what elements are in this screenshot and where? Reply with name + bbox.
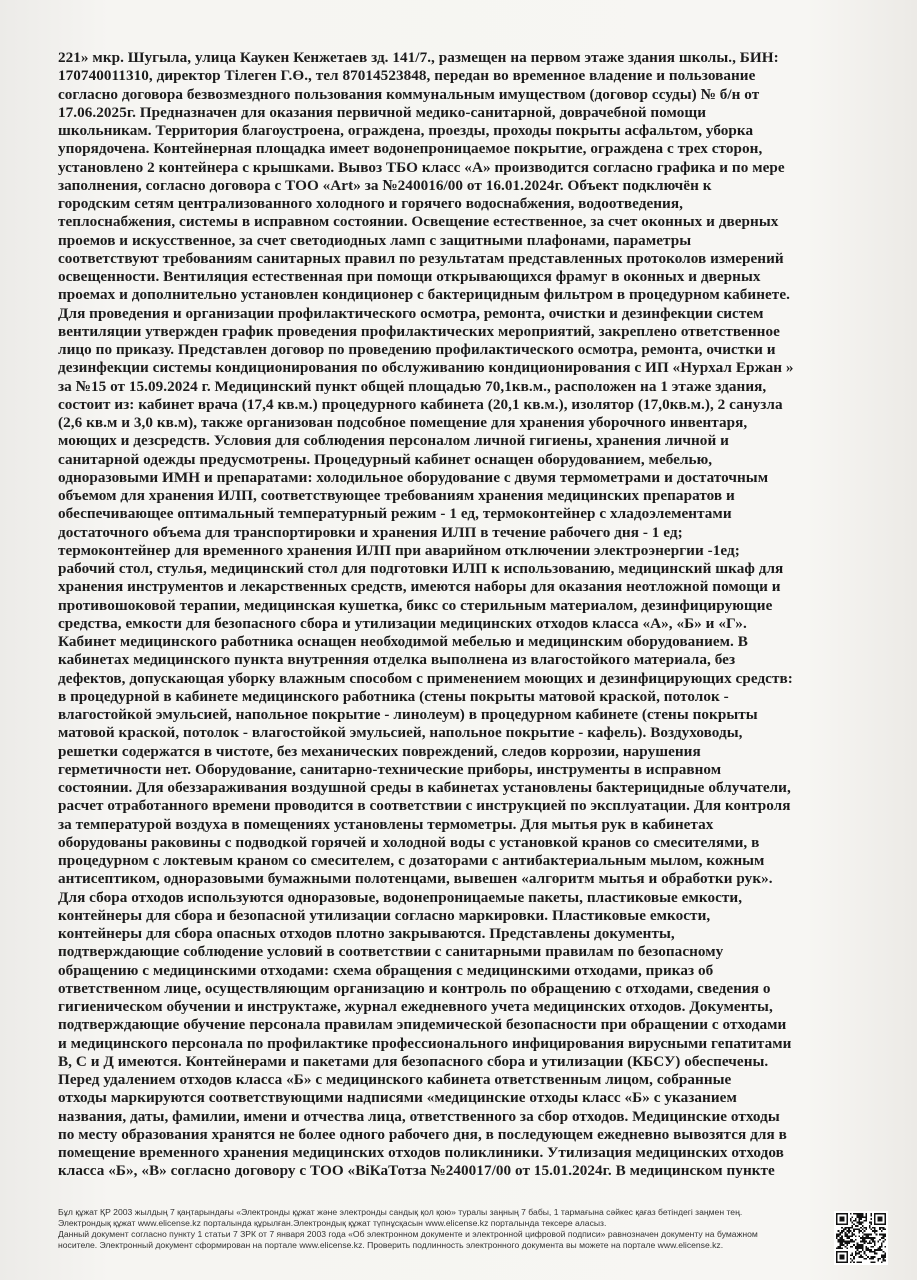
text-line: матовой краской, потолок - влагостойкой эмульсией, напольное покрытие - кафель). Воздуховоды, (58, 724, 743, 742)
text-line: объемом для хранения ИЛП, соответствующее требованиям хранения медицинских препаратов и (58, 487, 735, 504)
text-line: контейнеры для сбора и безопасной утилизации согласно маркировки. Пластиковые емкости, (58, 906, 711, 924)
text-line: класса «Б», «В» согласно договору с ТОО «ВіКаТотза №240017/00 от 15.01.2024г. В медицинском пункте (58, 1162, 775, 1180)
footer-line: носителе. Электронный документ сформирован на портале www.elicense.kz. Проверить подлинность электронного документа вы можете на портале www.elicense.kz. (58, 1240, 724, 1250)
text-line: 170740011310, директор Тілеген Г.Ө., тел 87014523848, передан во временное владение и пользование (58, 67, 756, 85)
text-line: средства, емкости для безопасного сбора и утилизации медицинских отходов класса «А», «Б» и «Г». (58, 614, 747, 632)
text-line: вентиляции утвержден график проведения профилактических мероприятий, закреплено ответственное (58, 322, 780, 340)
text-line: освещенности. Вентиляция естественная при помощи открывающихся фрамуг в оконных и дверных (58, 268, 761, 285)
text-line: в процедурной в кабинете медицинского работника (стены покрыты матовой краской, потолок - (58, 687, 729, 705)
text-line: за №15 от 15.09.2024 г. Медицинский пункт общей площадью 70,1кв.м., расположен на 1 этаже здания, (58, 377, 767, 395)
text-line: за температурой воздуха в помещениях установлены термометры. Для мытья рук в кабинетах (58, 815, 714, 833)
text-line: проемах и дополнительно установлен кондиционер с бактерицидным фильтром в процедурном кабинете. (58, 286, 790, 304)
text-line: одноразовыми ИМН и препаратами: холодильное оборудование с двумя термометрами и достаточным (58, 468, 769, 486)
text-line: 221» мкр. Шугыла, улица Каукен Кенжетаев зд. 141/7., размещен на первом этаже здания школы., БИН: (58, 49, 779, 66)
text-line: дезинфекции системы кондиционирования по обслуживанию кондиционирования с ИП «Нурхал Ержан » (58, 359, 794, 377)
text-line: подтверждающие соблюдение условий в соответствии с санитарными правилам по безопасному (58, 943, 724, 961)
text-line: антисептиком, одноразовыми бумажными полотенцами, вывешен «алгоритм мытья и обработки рук». (58, 870, 773, 888)
text-line: по месту образования хранятся не более одного рабочего дня, в последующем ежедневно вывозятся для в (58, 1125, 787, 1143)
text-line: санитарной одежды предусмотрены. Процедурный кабинет оснащен оборудованием, мебелью, (58, 450, 713, 468)
text-line: достаточного объема для транспортировки и хранения ИЛП в течение рабочего дня - 1 ед; (58, 523, 683, 541)
text-line: проемов и искусственное, за счет светодиодных ламп с защитными плафонами, параметры (58, 231, 692, 249)
text-line: (2,6 кв.м и 3,0 кв.м), также организован подсобное помещение для хранения уборочного инвентаря, (58, 414, 748, 431)
text-line: моющих и дезсредств. Условия для соблюдения персоналом личной гигиены, хранения личной и (58, 432, 729, 450)
text-line: согласно договора безвозмездного пользования коммунальным имуществом (договор ссуды) № б/н от (58, 85, 760, 103)
text-line: соответствуют требованиям санитарных правил по результатам представленных протоколов измерений (58, 249, 784, 267)
text-line: Кабинет медицинского работника оснащен необходимой мебелью и медицинским оборудованием. В (58, 633, 748, 650)
text-line: процедурном с локтевым краном со смесителем, с дозаторами с антибактериальным мылом, кожным (58, 852, 765, 869)
footer-line: Данный документ согласно пункту 1 статьи 7 ЗРК от 7 января 2003 года «Об электронном документе и электронной цифровой подписи» равнозначен документу на бумажном (58, 1229, 758, 1239)
text-line: школьникам. Территория благоустроена, ограждена, проезды, проходы покрыты асфальтом, уборка (58, 122, 754, 139)
text-line: кабинетах медицинского пункта внутренняя отделка выполнена из влагостойкого материала, без (58, 651, 736, 669)
text-line: состоянии. Для обеззараживания воздушной среды в кабинетах установлены бактерицидные облучатели, (58, 779, 791, 796)
text-line: и медицинского персонала по профилактике профессионального инфицирования вирусными гепатитами (58, 1034, 792, 1052)
text-line: термоконтейнер для временного хранения ИЛП при аварийном отключении электроэнергии -1ед; (58, 541, 740, 559)
text-line: контейнеры для сбора опасных отходов плотно закрываются. Представлены документы, (58, 925, 675, 942)
legal-footer (58, 1207, 818, 1251)
qr-code-icon (834, 1211, 888, 1265)
text-line: подтверждающие обучение персонала правилам эпидемической безопасности при обращении с отходами (58, 1016, 787, 1034)
text-line: рабочий стол, стулья, медицинский стол для подготовки ИЛП к использованию, медицинский шкаф для (58, 560, 784, 577)
text-line: отходы маркируются соответствующими надписями «медицинские отходы класс «Б» с указанием (58, 1089, 737, 1107)
text-line: теплоснабжения, системы в исправном состоянии. Освещение естественное, за счет оконных и дверных (58, 213, 779, 231)
footer-line: Электрондық құжат www.elicense.kz порталында құрылған.Электрондық құжат түпнұсқасын www.elicense.kz порталында тексере аласыз. (58, 1218, 607, 1228)
text-line: хранения инструментов и лекарственных средств, имеются наборы для оказания неотложной помощи и (58, 578, 781, 596)
text-line: городским сетям централизованного холодного и горячего водоснабжения, водоотведения, (58, 195, 683, 212)
text-line: названия, даты, фамилии, имени и отчества лица, ответственного за сбор отходов. Медицинские отходы (58, 1107, 780, 1125)
text-line: Для сбора отходов используются одноразовые, водонепроницаемые пакеты, пластиковые емкости, (58, 888, 743, 906)
text-line: ответственном лице, осуществляющим организацию и контроль по обращению с отходами, сведения о (58, 979, 771, 997)
text-line: В, С и Д имеются. Контейнерами и пакетами для безопасного сбора и утилизации (КБСУ) обеспечены. (58, 1052, 769, 1070)
text-line: герметичности нет. Оборудование, санитарно-технические приборы, инструменты в исправном (58, 760, 722, 778)
text-line: влагостойкой эмульсией, напольное покрытие - линолеум) в процедурном кабинете (стены покрыты (58, 706, 758, 723)
text-line: Перед удалением отходов класса «Б» с медицинского кабинета ответственным лицом, собранные (58, 1071, 732, 1088)
text-line: лицо по приказу. Представлен договор по проведению профилактического осмотра, ремонта, очистки и (58, 341, 776, 358)
document-body (58, 49, 858, 1181)
text-line: Для проведения и организации профилактического осмотра, ремонта, очистки и дезинфекции систем (58, 304, 764, 322)
text-line: состоит из: кабинет врача (17,4 кв.м.) процедурного кабинета (20,1 кв.м.), изолятор (17,0кв.м.), 2 санузла (58, 395, 783, 413)
text-line: противошоковой терапии, медицинская кушетка, бикс со стерильным материалом, дезинфицирующие (58, 596, 773, 614)
text-line: 17.06.2025г. Предназначен для оказания первичной медико-санитарной, доврачебной помощи (58, 103, 707, 121)
text-line: упорядочена. Контейнерная площадка имеет водонепроницаемое покрытие, ограждена с трех сторон, (58, 140, 763, 158)
text-line: оборудованы раковины с подводкой горячей и холодной воды с установкой кранов со смесителями, в (58, 833, 760, 851)
text-line: установлено 2 контейнера с крышками. Вывоз ТБО класс «А» производится согласно графика и по мере (58, 158, 785, 176)
text-line: решетки содержатся в чистоте, без механических повреждений, следов коррозии, нарушения (58, 742, 701, 760)
text-line: расчет отработанного времени проводится в соответствии с инструкцией по эксплуатации. Для контроля (58, 797, 791, 815)
text-line: обращению с медицинскими отходами: схема обращения с медицинскими отходами, приказ об (58, 961, 714, 979)
text-line: дефектов, допускающая уборку влажным способом с применением моющих и дезинфицирующих средств: (58, 669, 793, 687)
text-line: помещение временного хранения медицинских отходов поликлиники. Утилизация медицинских отходов (58, 1144, 784, 1161)
text-line: обеспечивающее оптимальный температурный режим - 1 ед, термоконтейнер с хладоэлементами (58, 505, 732, 523)
text-line: заполнения, согласно договора с ТОО «Art» за №240016/00 от 16.01.2024г. Объект подключён к (58, 176, 712, 194)
footer-line: Бұл құжат ҚР 2003 жылдың 7 қаңтарындағы «Электронды құжат және электронды сандық қол қою» туралы заңның 7 бабы, 1 тармағына сәйкес қағаз бетіндегі заңмен тең. (58, 1207, 743, 1217)
text-line: гигиеническом обучении и инструктаже, журнал ежедневного учета медицинских отходов. Документы, (58, 998, 773, 1015)
